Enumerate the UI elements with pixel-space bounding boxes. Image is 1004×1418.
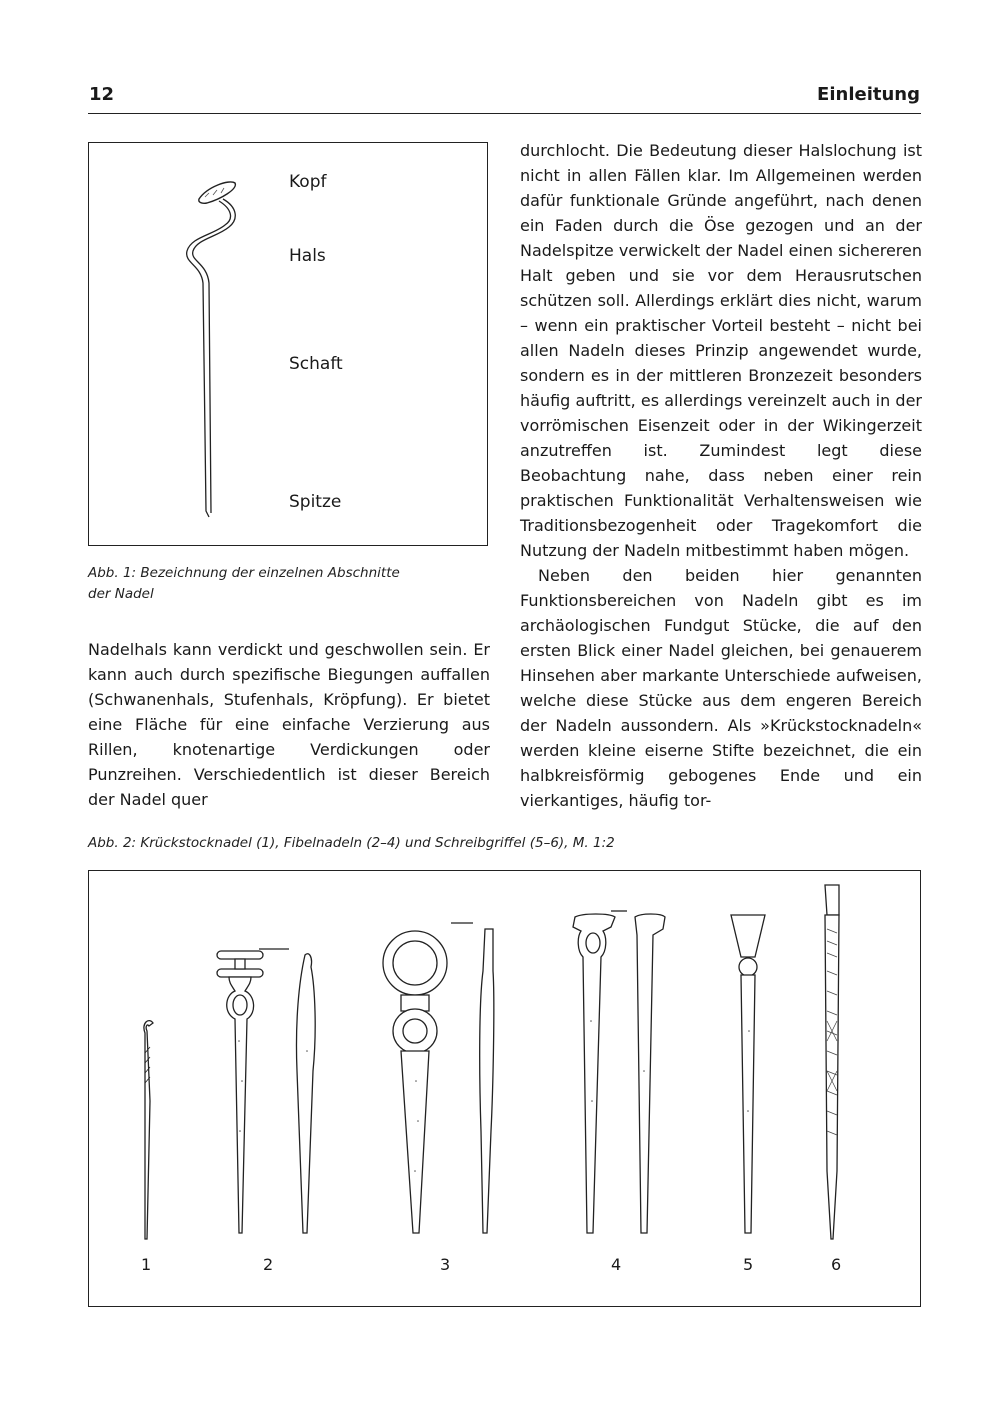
figure-1-caption: [88, 563, 488, 605]
label-kopf: Kopf: [289, 172, 327, 192]
figure-2-number-5: 5: [743, 1255, 754, 1274]
needles-illustration: [89, 871, 922, 1308]
fibula-needle-4-side: [635, 914, 665, 1233]
label-spitze: Spitze: [289, 492, 342, 512]
figure-2-number-6: 6: [831, 1255, 842, 1274]
figure-1: [88, 142, 488, 546]
label-schaft: Schaft: [289, 354, 343, 374]
figure-2-number-2: 2: [263, 1255, 274, 1274]
header-rule: [88, 113, 921, 114]
caption-line-1: Abb. 1: Bezeichnung der einzelnen Abschnitte: [88, 565, 400, 581]
label-hals: Hals: [289, 246, 326, 266]
body-right-paragraph-2: Neben den beiden hier genannten Funktionsbereichen von Nadeln gibt es im archäologischen Fundgut Stücke, die auf den ersten Blick einer Nadel gleichen, bei genauerem Hinsehen aber markante Unterschiede aufweisen, welche diese Stücke aus dem engeren Bereich der Nadeln aussondern. Als »Krückstocknadeln« werden kleine eiserne Stifte bezeichnet, die ein halbkreisförmig gebogenes Ende und ein vierkantiges, häufig tor-: [520, 566, 922, 810]
crutch-needle-1: [144, 1021, 153, 1239]
caption-line-2: der Nadel: [88, 586, 154, 602]
fibula-needle-2-front: [235, 959, 245, 969]
fibula-needle-2-side: [296, 954, 315, 1233]
stylus-5: [731, 915, 765, 957]
figure-2-number-3: 3: [440, 1255, 451, 1274]
page-number: 12: [89, 84, 115, 105]
needle-diagram-illustration: [89, 143, 489, 547]
figure-2-caption: Abb. 2: Krückstocknadel (1), Fibelnadeln (2–4) und Schreibgriffel (5–6), M. 1:2: [88, 835, 615, 851]
body-right-paragraph-1: durchlocht. Die Bedeutung dieser Halslochung ist nicht in allen Fällen klar. Im Allgemeinen werden dafür funktionale Gründe angeführt, nach denen ein Faden durch die Öse gezogen und an der Nadelspitze verwickelt der Nadel einen sichereren Halt geben und sie vor dem Herausrutschen schützen soll. Allerdings erklärt dies nicht, warum – wenn ein praktischer Vorteil besteht – nicht bei allen Nadeln dieses Prinzip angewendet wurde, sondern es in der mittleren Bronzezeit besonders häufig auftritt, es allerdings vereinzelt auch in der vorrömischen Eisenzeit oder in der Wikingerzeit anzutreffen ist. Zumindest legt diese Beobachtung nahe, dass neben einer rein praktischen Funktionalität Verhaltensweisen wie Traditionsbezogenheit oder Tragekomfort die Nutzung der Nadeln mitbestimmt haben mögen.: [520, 141, 922, 560]
body-right-column: [520, 138, 922, 813]
stylus-6: [825, 885, 839, 915]
fibula-needle-3-side: [480, 929, 494, 1233]
figure-2: [88, 870, 921, 1307]
fibula-needle-4-front: [573, 914, 615, 1233]
figure-2-number-4: 4: [611, 1255, 622, 1274]
figure-2-number-1: 1: [141, 1255, 152, 1274]
running-head: Einleitung: [817, 84, 920, 105]
body-left-paragraph: Nadelhals kann verdickt und geschwollen sein. Er kann auch durch spezifische Biegungen auffallen (Schwanenhals, Stufenhals, Kröpfung). Er bietet eine Fläche für eine einfache Verzierung aus Rillen, knotenartige Verdickungen oder Punzreihen. Verschiedentlich ist dieser Bereich der Nadel quer: [88, 640, 490, 809]
